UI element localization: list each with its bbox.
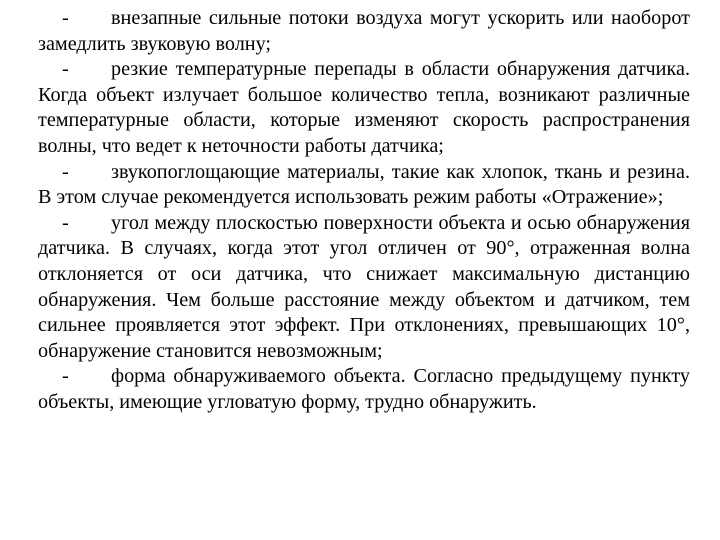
list-item-air-currents <box>38 6 690 57</box>
list-item-temperature <box>38 57 690 159</box>
list-item-absorbing-materials <box>38 160 690 211</box>
list-bullet: - <box>62 211 69 234</box>
list-item-text: форма обнаруживаемого объекта. Согласно предыдущему пункту объекты, имеющие угловатую форму, трудно обнаружить. <box>38 365 690 413</box>
list-item-text: звукопоглощающие материалы, такие как хлопок, ткань и резина. В этом случае рекомендуется использовать режим работы «Отражение»; <box>38 160 690 209</box>
list-bullet: - <box>62 160 69 183</box>
list-bullet: - <box>62 7 69 29</box>
list-bullet: - <box>62 58 69 81</box>
list-item-text: угол между плоскостью поверхности объекта и осью обнаружения датчика. В случаях, когда этот угол отличен от 90°, отраженная волна отклоняется от оси датчика, что снижает максимальную дистанцию обнаружения. Чем больше расстояние между объектом и датчиком, тем сильнее проявляется этот эффект. При отклонениях, превышающих 10°, обнаружение становится невозможным; <box>38 211 690 362</box>
list-item-text: внезапные сильные потоки воздуха могут ускорить или наоборот замедлить звуковую волну; <box>38 7 690 55</box>
list-item-object-shape <box>38 364 690 415</box>
list-item-angle <box>38 211 690 365</box>
list-item-text: резкие температурные перепады в области обнаружения датчика. Когда объект излучает большое количество тепла, возникают различные температурные области, которые изменяют скорость распространения волны, что ведет к неточности работы датчика; <box>38 58 690 157</box>
list-bullet: - <box>62 365 69 388</box>
